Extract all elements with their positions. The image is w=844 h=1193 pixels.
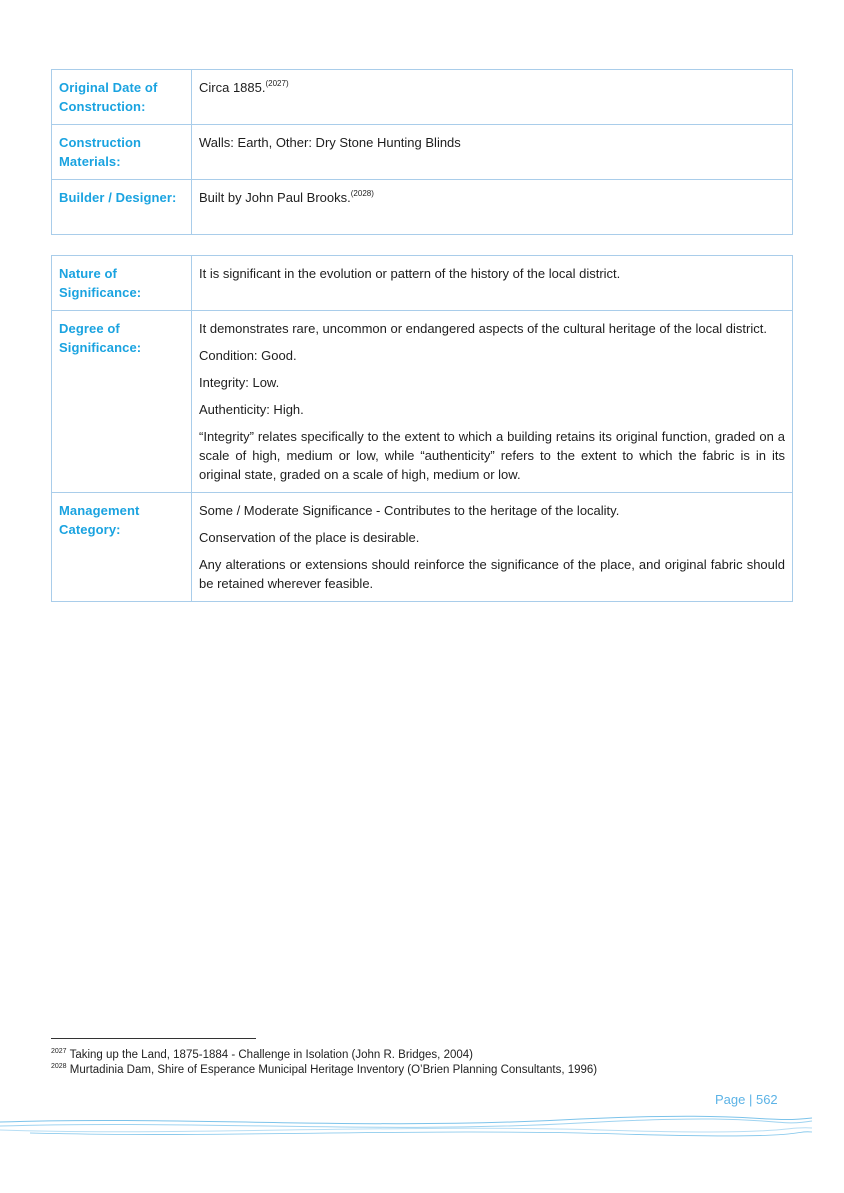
footer-wave-decoration: [0, 1108, 844, 1148]
footnote: [51, 1048, 597, 1063]
table-row: [52, 493, 793, 602]
row-value: [192, 125, 793, 180]
table-row: [52, 125, 793, 180]
footnote-text: Taking up the Land, 1875-1884 - Challenge in Isolation (John R. Bridges, 2004): [69, 1049, 473, 1061]
row-label: Builder / Designer:: [52, 180, 192, 235]
footnote-ref: (2028): [350, 189, 374, 198]
table-row: [52, 70, 793, 125]
authenticity-text: Authenticity: High.: [199, 402, 304, 417]
paragraph: Conservation of the place is desirable.: [199, 530, 420, 545]
footnote: [51, 1063, 597, 1078]
paragraph: “Integrity” relates specifically to the extent to which a building retains its original function, graded on a scale of high, medium or low, while “authenticity” refers to the extent to which the fabric is in its original state, graded on a scale of high, medium or low.: [199, 429, 785, 482]
management-category: [192, 493, 793, 602]
footnote-divider: [51, 1038, 256, 1039]
paragraph: Any alterations or extensions should reinforce the significance of the place, and original fabric should be retained wherever feasible.: [199, 557, 785, 591]
construction-date: Circa 1885.: [199, 80, 266, 95]
row-label: Degree of Significance:: [52, 311, 192, 493]
footnote-ref: (2027): [265, 79, 289, 88]
page-number: Page | 562: [715, 1092, 778, 1107]
integrity-text: Integrity: Low.: [199, 375, 280, 390]
table-row: [52, 256, 793, 311]
row-label: Original Date of Construction:: [52, 70, 192, 125]
paragraph: It demonstrates rare, uncommon or endangered aspects of the cultural heritage of the local district.: [199, 321, 767, 336]
row-label: Construction Materials:: [52, 125, 192, 180]
degree-of-significance: [192, 311, 793, 493]
significance-table: [51, 255, 793, 602]
footnote-number: 2027: [51, 1048, 67, 1055]
row-value: [192, 70, 793, 125]
row-label: Management Category:: [52, 493, 192, 602]
construction-materials: Walls: Earth, Other: Dry Stone Hunting Blinds: [199, 135, 461, 150]
condition-text: Condition: Good.: [199, 348, 297, 363]
paragraph: Some / Moderate Significance - Contributes to the heritage of the locality.: [199, 503, 620, 518]
nature-of-significance: It is significant in the evolution or pattern of the history of the local district.: [192, 256, 793, 311]
table-row: [52, 311, 793, 493]
table-row: [52, 180, 793, 235]
footnote-text: Murtadinia Dam, Shire of Esperance Municipal Heritage Inventory (O’Brien Planning Consultants, 1996): [69, 1064, 598, 1076]
footnote-number: 2028: [51, 1063, 67, 1070]
footnotes: [51, 1048, 597, 1078]
row-label: Nature of Significance:: [52, 256, 192, 311]
builder-designer: Built by John Paul Brooks.: [199, 190, 351, 205]
row-value: [192, 180, 793, 235]
place-details-table: [51, 69, 793, 235]
